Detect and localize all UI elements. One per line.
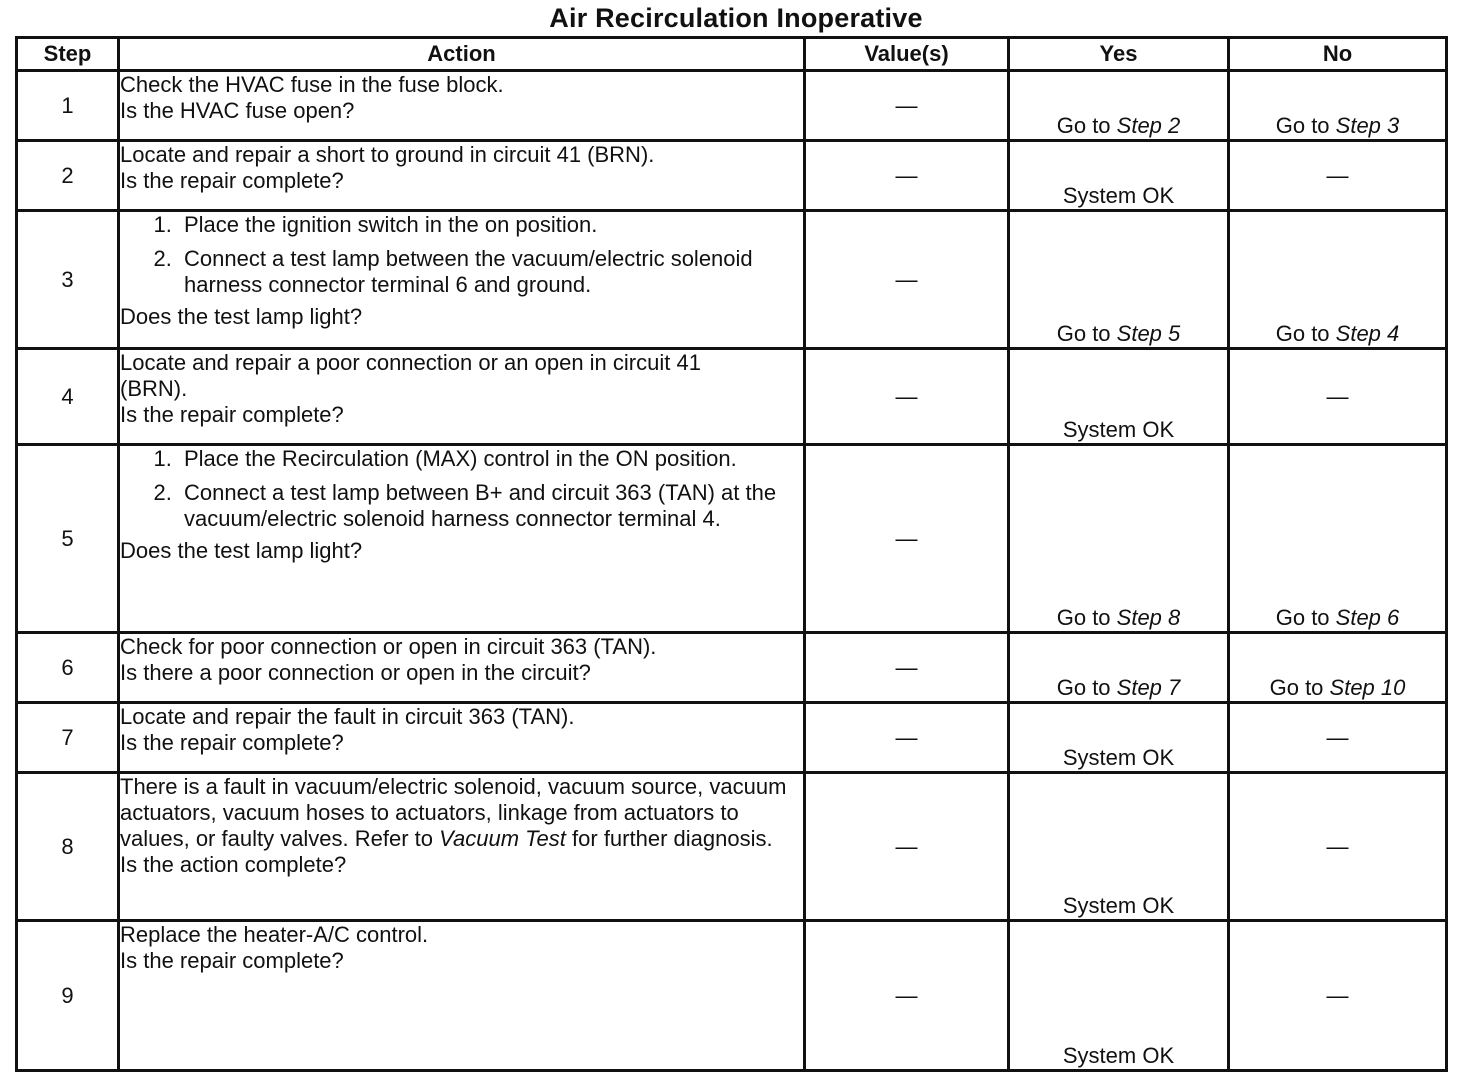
no-cell xyxy=(1229,211,1447,349)
table-row xyxy=(17,633,1447,703)
action-text: Locate and repair a poor connection or an open in circuit 41 (BRN). xyxy=(120,350,701,401)
substep-list xyxy=(120,212,803,304)
value-cell: — xyxy=(805,703,1009,773)
substep-item: 1. Place the Recirculation (MAX) control in the ON position. xyxy=(178,446,803,472)
yes-prefix: Go to xyxy=(1056,321,1117,346)
no-cell xyxy=(1229,633,1447,703)
step-number: 4 xyxy=(17,349,119,445)
action-question: Does the test lamp light? xyxy=(120,538,363,563)
action-cell xyxy=(119,703,805,773)
step-number: 7 xyxy=(17,703,119,773)
substep-item: 2. Connect a test lamp between B+ and circuit 363 (TAN) at the vacuum/electric solenoid harness connector terminal 4. xyxy=(178,480,803,532)
step-number: 6 xyxy=(17,633,119,703)
action-cell xyxy=(119,773,805,921)
header-action: Action xyxy=(119,38,805,71)
value-cell: — xyxy=(805,921,1009,1071)
yes-step-link[interactable]: Step 7 xyxy=(1116,675,1181,700)
no-prefix: Go to xyxy=(1275,321,1336,346)
action-question: Is the HVAC fuse open? xyxy=(120,98,355,123)
value-cell: — xyxy=(805,633,1009,703)
no-step-link[interactable]: Step 6 xyxy=(1335,605,1400,630)
no-cell xyxy=(1229,445,1447,633)
action-text: Check for poor connection or open in circuit 363 (TAN). xyxy=(120,634,657,659)
no-step-link[interactable]: Step 3 xyxy=(1335,113,1400,138)
no-cell xyxy=(1229,71,1447,141)
action-question: Is the repair complete? xyxy=(120,402,344,427)
header-yes: Yes xyxy=(1009,38,1229,71)
header-step: Step xyxy=(17,38,119,71)
yes-cell: System OK xyxy=(1009,703,1229,773)
action-text-part: for further diagnosis. xyxy=(565,826,773,851)
action-cell xyxy=(119,445,805,633)
yes-cell: System OK xyxy=(1009,141,1229,211)
table-row xyxy=(17,141,1447,211)
no-prefix: Go to xyxy=(1275,605,1336,630)
action-text: Replace the heater-A/C control. xyxy=(120,922,429,947)
no-step-link[interactable]: Step 4 xyxy=(1335,321,1400,346)
value-cell: — xyxy=(805,141,1009,211)
value-cell: — xyxy=(805,445,1009,633)
yes-cell xyxy=(1009,445,1229,633)
page-title: Air Recirculation Inoperative xyxy=(549,3,923,33)
value-cell: — xyxy=(805,71,1009,141)
no-cell: — xyxy=(1229,703,1447,773)
no-step-link[interactable]: Step 10 xyxy=(1329,675,1406,700)
action-cell xyxy=(119,633,805,703)
action-question: Is the repair complete? xyxy=(120,168,344,193)
table-row xyxy=(17,349,1447,445)
yes-cell: System OK xyxy=(1009,921,1229,1071)
value-cell: — xyxy=(805,349,1009,445)
table-row xyxy=(17,703,1447,773)
yes-cell: System OK xyxy=(1009,349,1229,445)
no-cell: — xyxy=(1229,921,1447,1071)
step-number: 2 xyxy=(17,141,119,211)
step-number: 5 xyxy=(17,445,119,633)
table-header-row xyxy=(17,38,1447,71)
value-cell: — xyxy=(805,773,1009,921)
action-question: Is there a poor connection or open in the circuit? xyxy=(120,660,591,685)
no-cell: — xyxy=(1229,773,1447,921)
substep-list xyxy=(120,446,803,538)
step-number: 9 xyxy=(17,921,119,1071)
value-cell: — xyxy=(805,211,1009,349)
action-text-part: There is a fault in vacuum/electric solenoid, vacuum source, vacuum actuators, vacuum hoses to actuators, linkage from actuators to values, or faulty valves. Refer to xyxy=(120,774,787,851)
yes-step-link[interactable]: Step 2 xyxy=(1116,113,1181,138)
action-text: Check the HVAC fuse in the fuse block. xyxy=(120,72,504,97)
header-values: Value(s) xyxy=(805,38,1009,71)
no-cell: — xyxy=(1229,141,1447,211)
step-number: 8 xyxy=(17,773,119,921)
yes-prefix: Go to xyxy=(1056,113,1117,138)
action-text xyxy=(120,774,803,852)
table-row xyxy=(17,773,1447,921)
yes-step-link[interactable]: Step 8 xyxy=(1116,605,1181,630)
yes-prefix: Go to xyxy=(1056,675,1117,700)
table-row xyxy=(17,71,1447,141)
no-prefix: Go to xyxy=(1275,113,1336,138)
action-cell xyxy=(119,141,805,211)
table-row xyxy=(17,211,1447,349)
step-number: 1 xyxy=(17,71,119,141)
substep-item: 1. Place the ignition switch in the on position. xyxy=(178,212,803,238)
action-question: Is the repair complete? xyxy=(120,730,344,755)
action-question: Is the repair complete? xyxy=(120,948,344,973)
yes-cell xyxy=(1009,71,1229,141)
yes-cell: System OK xyxy=(1009,773,1229,921)
action-cell xyxy=(119,921,805,1071)
yes-prefix: Go to xyxy=(1056,605,1117,630)
no-prefix: Go to xyxy=(1269,675,1330,700)
action-question: Is the action complete? xyxy=(120,852,347,877)
yes-cell xyxy=(1009,211,1229,349)
action-text: Locate and repair a short to ground in circuit 41 (BRN). xyxy=(120,142,655,167)
yes-step-link[interactable]: Step 5 xyxy=(1116,321,1181,346)
substep-item: 2. Connect a test lamp between the vacuum/electric solenoid harness connector terminal 6 and ground. xyxy=(178,246,803,298)
header-no: No xyxy=(1229,38,1447,71)
action-cell xyxy=(119,71,805,141)
table-row xyxy=(17,921,1447,1071)
diagnostic-table xyxy=(15,36,1448,1072)
vacuum-test-reference[interactable]: Vacuum Test xyxy=(439,826,566,851)
step-number: 3 xyxy=(17,211,119,349)
table-row xyxy=(17,445,1447,633)
action-question: Does the test lamp light? xyxy=(120,304,363,329)
yes-cell xyxy=(1009,633,1229,703)
action-cell xyxy=(119,349,805,445)
no-cell: — xyxy=(1229,349,1447,445)
action-text: Locate and repair the fault in circuit 363 (TAN). xyxy=(120,704,575,729)
action-cell xyxy=(119,211,805,349)
